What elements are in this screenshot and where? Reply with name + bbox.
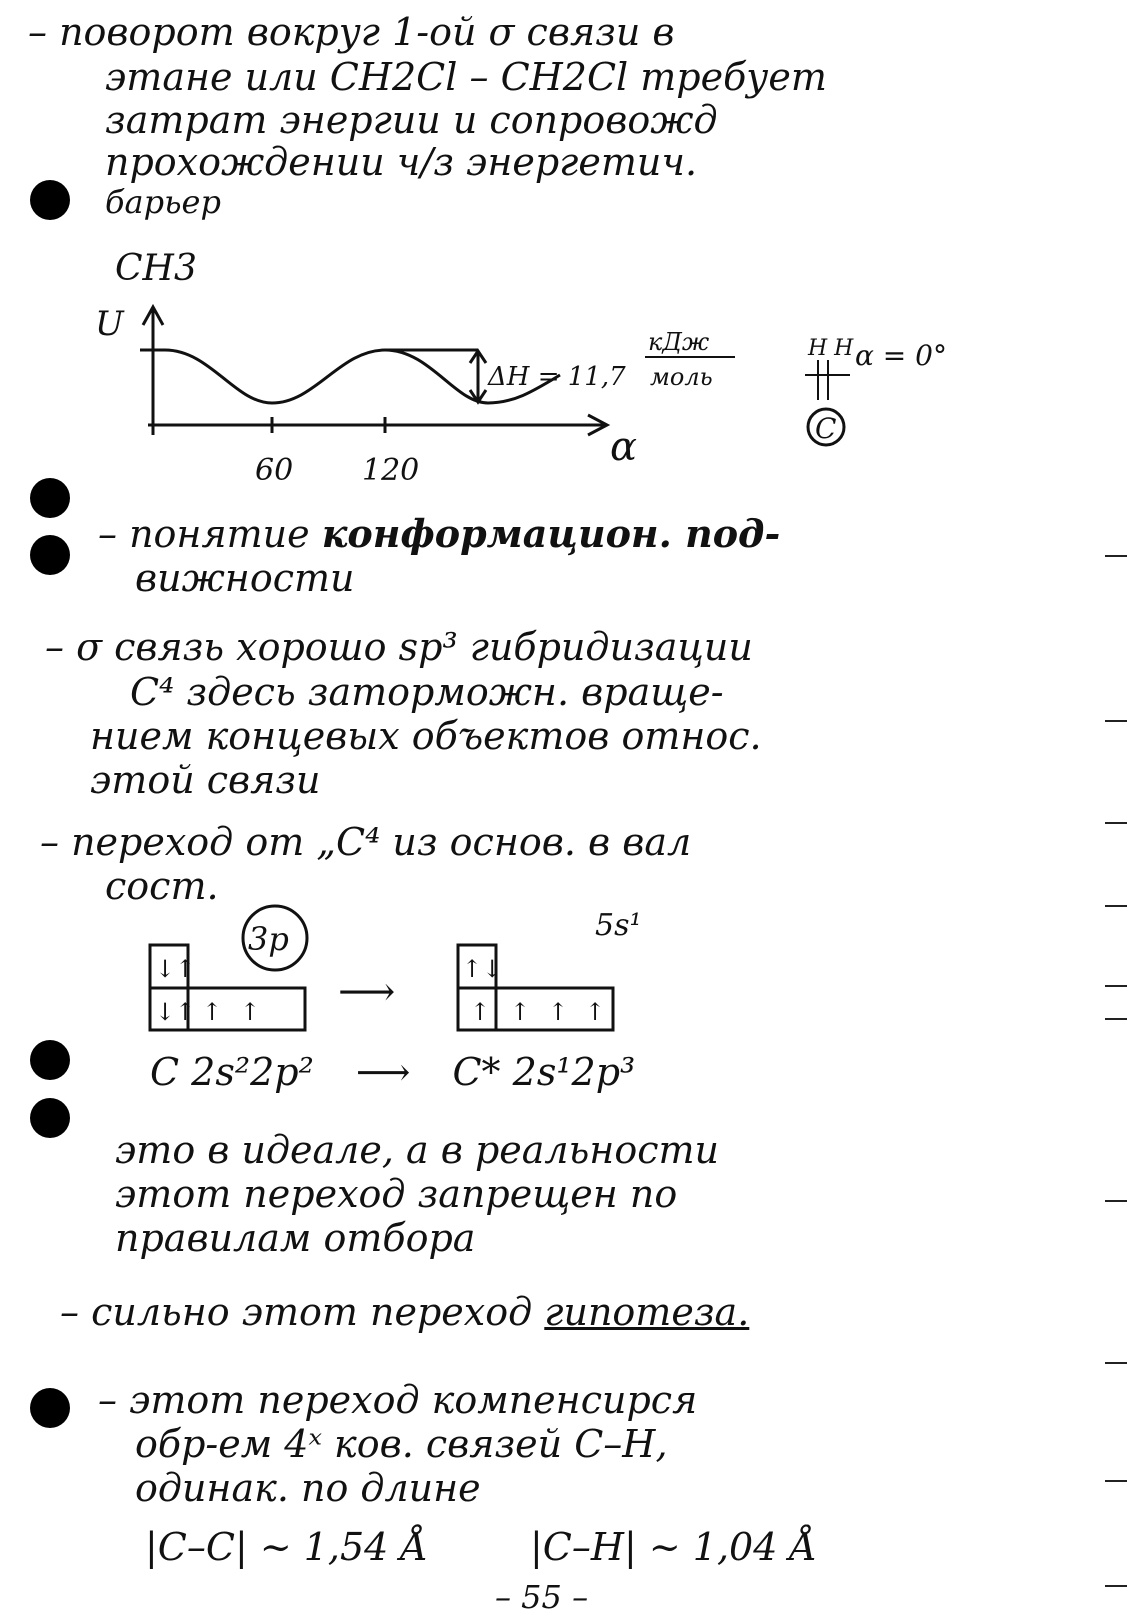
note-line: – поворот вокруг 1-ой σ связи в xyxy=(28,10,675,54)
electron-pair: ↓↑ xyxy=(155,955,196,983)
page-number: – 55 – xyxy=(495,1578,589,1616)
margin-mark xyxy=(1105,555,1127,557)
note-line: барьер xyxy=(105,183,221,221)
note-line: прохождении ч/з энергетич. xyxy=(105,140,698,184)
dihedral-angle: α = 0° xyxy=(855,339,947,372)
barrier-value: ΔH = 11,7 xyxy=(488,362,626,392)
y-axis-label: U xyxy=(95,304,124,344)
note-emphasis: гипотеза. xyxy=(544,1290,750,1334)
orbital-label-left: 3p xyxy=(248,920,289,958)
excited-state: C* 2s¹2p³ xyxy=(452,1050,636,1094)
x-axis-label: α xyxy=(610,424,638,470)
note-line: – этот переход компенсирся xyxy=(98,1378,698,1422)
transition-arrow: ⟶ xyxy=(338,969,396,1015)
binder-hole xyxy=(30,1098,70,1138)
note-line: этой связи xyxy=(90,758,321,802)
note-line: одинак. по длине xyxy=(135,1466,481,1510)
note-line: – переход от „C⁴ из основ. в вал xyxy=(40,820,692,864)
orbital-label-right: 5s¹ xyxy=(595,908,642,943)
note-line: этот переход запрещен по xyxy=(115,1172,678,1216)
rotation-energy-graph xyxy=(0,235,1145,495)
margin-mark xyxy=(1105,985,1127,987)
note-text: – сильно этот переход xyxy=(60,1290,533,1334)
ch-bond-length: |C–H| ~ 1,04 Å xyxy=(529,1525,817,1569)
formula-arrow: ⟶ xyxy=(355,1050,411,1094)
margin-mark xyxy=(1105,822,1127,824)
electron-configuration-formula xyxy=(150,1050,635,1094)
binder-hole xyxy=(30,180,70,220)
cc-bond-length: |C–C| ~ 1,54 Å xyxy=(145,1525,428,1569)
electron-up: ↑ xyxy=(510,998,531,1026)
bond-length-formula xyxy=(145,1525,817,1569)
binder-hole xyxy=(30,1040,70,1080)
margin-mark xyxy=(1105,1480,1127,1482)
note-line: C⁴ здесь заторможн. враще- xyxy=(130,670,724,714)
margin-mark xyxy=(1105,720,1127,722)
note-text: – понятие xyxy=(98,512,310,556)
note-line: – σ связь хорошо sp³ гибридизации xyxy=(45,625,753,669)
electron-up: ↑ xyxy=(585,998,606,1026)
electron-up: ↑ xyxy=(202,998,223,1026)
electron-up: ↑ xyxy=(470,998,491,1026)
electron-up: ↑ xyxy=(548,998,569,1026)
electron-pair: ↑↓ xyxy=(462,955,503,983)
newman-carbon: C xyxy=(815,412,837,445)
tick-label-60: 60 xyxy=(255,453,294,488)
margin-mark xyxy=(1105,1362,1127,1364)
newman-hydrogens: H H xyxy=(808,336,854,361)
margin-mark xyxy=(1105,905,1127,907)
note-line: правилам отбора xyxy=(115,1216,476,1260)
binder-hole xyxy=(30,535,70,575)
molecule-label: CH3 xyxy=(115,248,197,289)
orbital-diagram xyxy=(140,905,840,1025)
margin-mark xyxy=(1105,1018,1127,1020)
note-line: затрат энергии и сопровожд xyxy=(105,98,718,142)
note-line: это в идеале, а в реальности xyxy=(115,1128,719,1172)
note-line xyxy=(60,1290,1105,1334)
electron-up: ↑ xyxy=(240,998,261,1026)
electron-pair: ↓↑ xyxy=(155,998,196,1026)
ground-state: C 2s²2p² xyxy=(150,1050,314,1094)
margin-mark xyxy=(1105,1200,1127,1202)
note-line: вижности xyxy=(135,556,355,600)
note-line: нием концевых объектов относ. xyxy=(90,714,762,758)
unit-denominator: моль xyxy=(650,363,713,391)
unit-numerator: кДж xyxy=(648,328,710,356)
note-line: сост. xyxy=(105,864,219,908)
note-line xyxy=(98,512,1105,556)
note-line: обр-ем 4ˣ ков. связей C–H, xyxy=(135,1422,668,1466)
note-line: этане или CH2Cl – CH2Cl требует xyxy=(105,55,827,99)
binder-hole xyxy=(30,1388,70,1428)
margin-mark xyxy=(1105,1585,1127,1587)
note-heading: конформацион. под- xyxy=(321,511,781,556)
tick-label-120: 120 xyxy=(362,453,420,488)
